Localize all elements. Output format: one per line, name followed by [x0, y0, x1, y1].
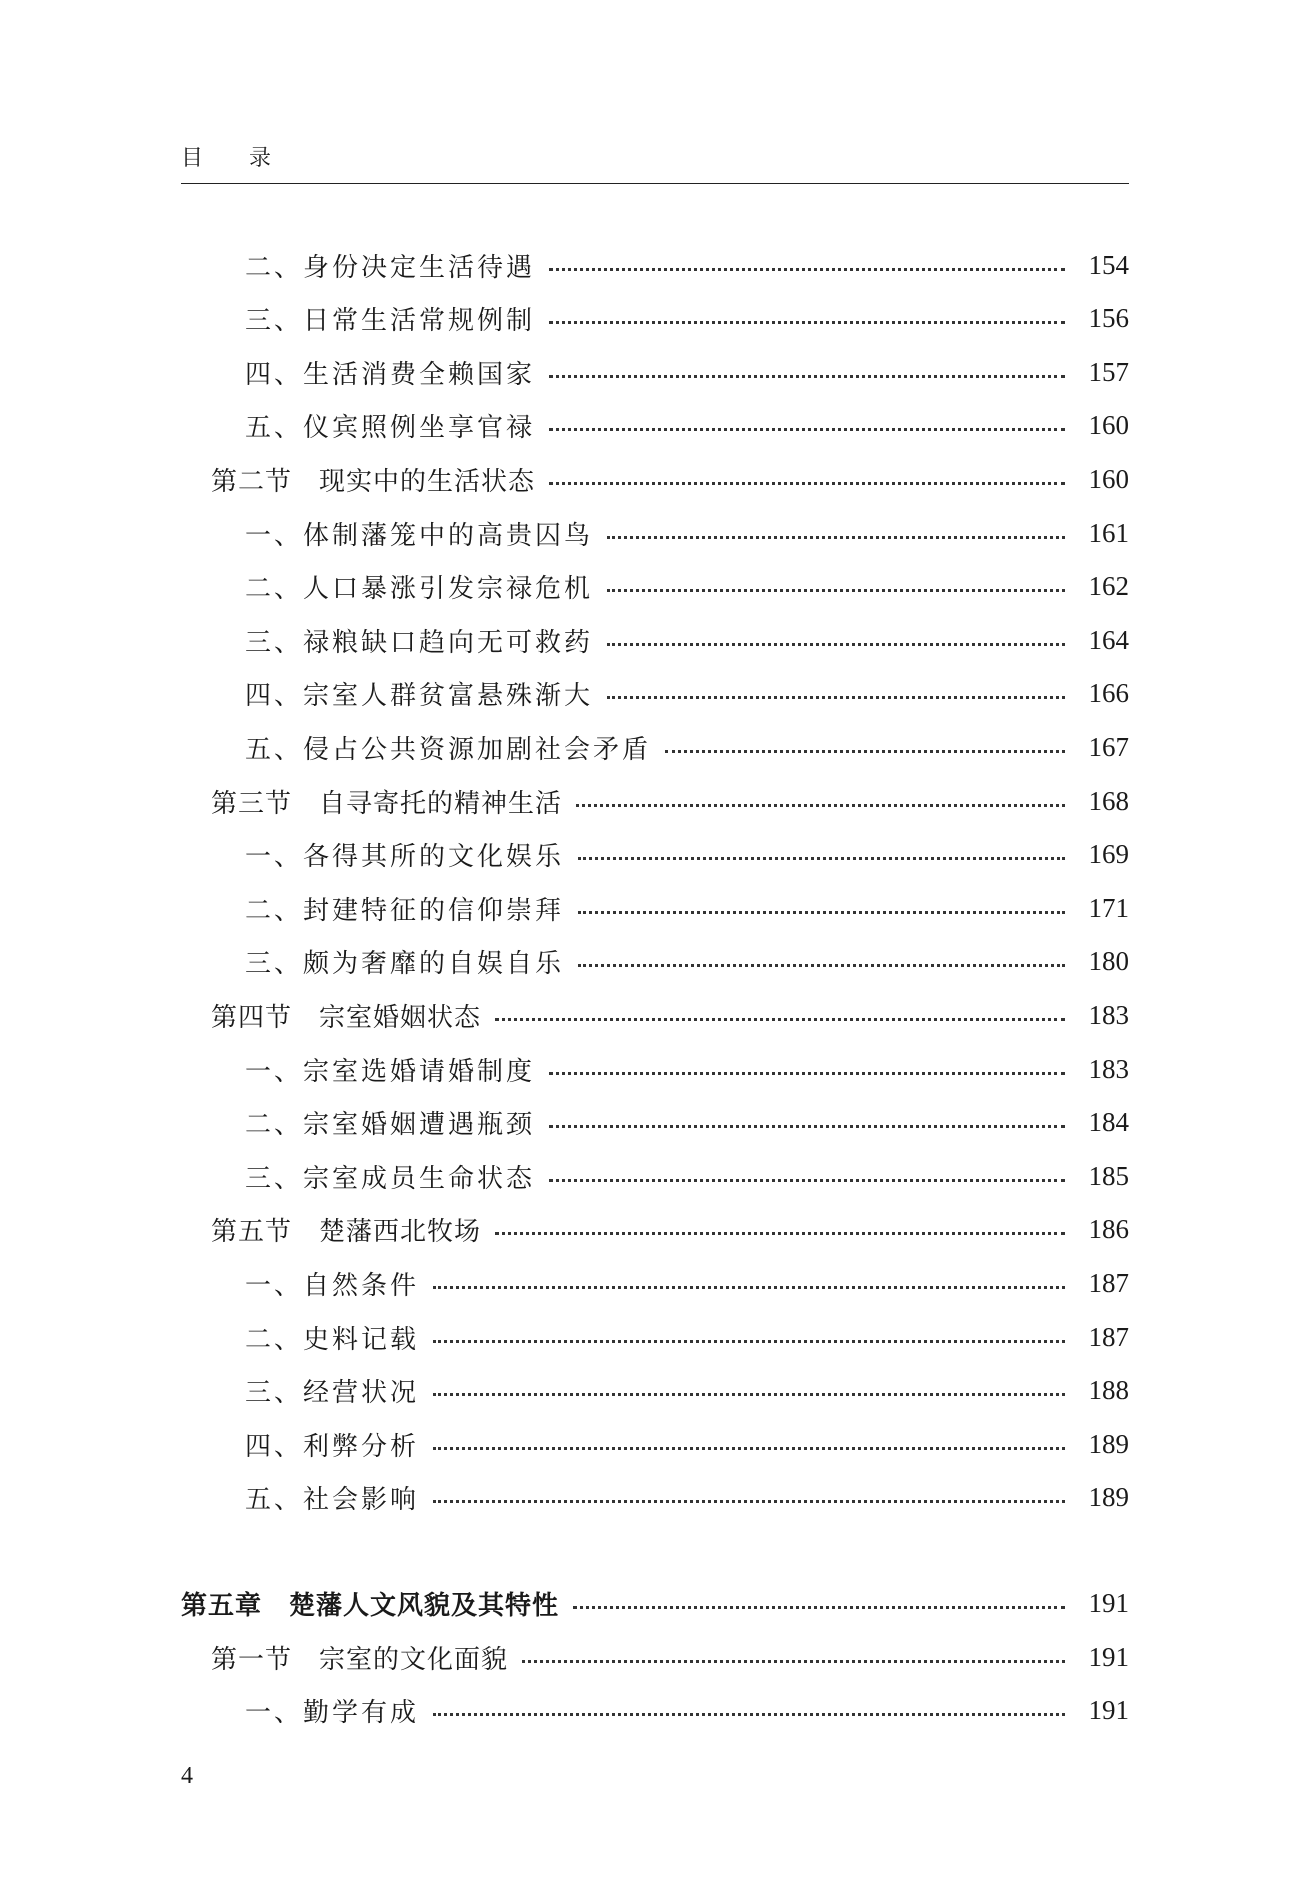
toc-subsection-entry[interactable] — [0, 727, 1307, 767]
toc-entry-page: 187 — [1088, 1321, 1129, 1352]
dot-leader — [607, 536, 1065, 539]
toc-entry-row — [211, 1211, 1129, 1248]
dot-leader — [573, 1606, 1065, 1609]
toc-entry-row — [245, 1372, 1129, 1409]
dot-leader — [607, 643, 1065, 646]
toc-entry-page: 191 — [1088, 1695, 1129, 1726]
toc-entry-page: 187 — [1088, 1267, 1129, 1298]
dot-leader — [495, 1232, 1065, 1235]
toc-entry-row — [245, 1479, 1129, 1516]
toc-subsection-entry[interactable] — [0, 567, 1307, 607]
toc-section-entry[interactable] — [0, 1637, 1307, 1677]
toc-subsection-entry[interactable] — [0, 406, 1307, 446]
dot-leader — [495, 1018, 1065, 1021]
toc-entry-page: 188 — [1088, 1375, 1129, 1406]
toc-entry-row — [211, 783, 1129, 820]
dot-leader — [665, 750, 1065, 753]
toc-entry-row — [245, 1104, 1129, 1141]
toc-subsection-entry[interactable] — [0, 1049, 1307, 1089]
toc-entry-page: 162 — [1088, 571, 1129, 602]
dot-leader — [549, 428, 1065, 431]
toc-entry-title: 第一节 宗室的文化面貌 — [211, 1644, 509, 1675]
toc-entry-page: 169 — [1088, 839, 1129, 870]
toc-entry-page: 180 — [1088, 946, 1129, 977]
toc-entry-title: 二、身份决定生活待遇 — [245, 252, 536, 283]
toc-entry-page: 166 — [1088, 678, 1129, 709]
toc-subsection-entry[interactable] — [0, 1371, 1307, 1411]
toc-subsection-entry[interactable] — [0, 245, 1307, 285]
toc-entry-page: 183 — [1088, 1053, 1129, 1084]
toc-entry-row — [245, 407, 1129, 444]
toc-entry-title: 三、经营状况 — [245, 1378, 420, 1409]
toc-entry-page: 189 — [1088, 1482, 1129, 1513]
toc-entry-page: 191 — [1088, 1587, 1129, 1618]
toc-entry-title: 二、宗室婚姻遭遇瓶颈 — [245, 1110, 536, 1141]
toc-entry-title: 四、生活消费全赖国家 — [245, 359, 536, 390]
toc-entry-page: 160 — [1088, 463, 1129, 494]
toc-entry-title: 二、封建特征的信仰崇拜 — [245, 895, 565, 926]
toc-subsection-entry[interactable] — [0, 1103, 1307, 1143]
toc-entry-page: 167 — [1088, 731, 1129, 762]
dot-leader — [433, 1713, 1065, 1716]
toc-entry-title: 三、日常生活常规例制 — [245, 306, 536, 337]
toc-entry-row — [245, 1158, 1129, 1195]
toc-entry-title: 二、人口暴涨引发宗禄危机 — [245, 574, 594, 605]
toc-entry-title: 四、宗室人群贫富悬殊渐大 — [245, 681, 594, 712]
header-title-char-1: 目 — [181, 146, 206, 171]
toc-entry-title: 一、勤学有成 — [245, 1698, 420, 1729]
toc-entry-row — [245, 1319, 1129, 1356]
toc-entry-page: 157 — [1088, 356, 1129, 387]
toc-entry-title: 五、仪宾照例坐享官禄 — [245, 413, 536, 444]
toc-entry-title: 第五节 楚藩西北牧场 — [211, 1217, 482, 1248]
running-header — [181, 141, 273, 172]
toc-entry-row — [245, 1692, 1129, 1729]
toc-entry-row — [211, 997, 1129, 1034]
toc-entry-page: 184 — [1088, 1107, 1129, 1138]
toc-subsection-entry[interactable] — [0, 620, 1307, 660]
toc-entry-page: 183 — [1088, 999, 1129, 1030]
toc-entry-page: 191 — [1088, 1641, 1129, 1672]
toc-entry-title: 五、侵占公共资源加剧社会矛盾 — [245, 734, 652, 765]
toc-entry-row — [211, 461, 1129, 498]
dot-leader — [578, 964, 1065, 967]
toc-entry-row — [245, 622, 1129, 659]
toc-entry-title: 二、史料记载 — [245, 1324, 420, 1355]
toc-subsection-entry[interactable] — [0, 1317, 1307, 1357]
dot-leader — [522, 1660, 1065, 1663]
toc-section-entry[interactable] — [0, 781, 1307, 821]
page-number: 4 — [181, 1763, 193, 1789]
dot-leader — [549, 321, 1065, 324]
dot-leader — [549, 268, 1065, 271]
toc-entry-row — [181, 1585, 1129, 1622]
toc-section-entry[interactable] — [0, 459, 1307, 499]
toc-entry-title: 三、颇为奢靡的自娱自乐 — [245, 949, 565, 980]
dot-leader — [578, 911, 1065, 914]
toc-entry-row — [245, 515, 1129, 552]
toc-subsection-entry[interactable] — [0, 888, 1307, 928]
toc-entry-page: 156 — [1088, 303, 1129, 334]
toc-subsection-entry[interactable] — [0, 835, 1307, 875]
toc-entry-row — [245, 836, 1129, 873]
header-title-char-2: 录 — [249, 146, 274, 171]
toc-entry-row — [245, 354, 1129, 391]
toc-section-entry[interactable] — [0, 995, 1307, 1035]
toc-chapter-entry[interactable] — [0, 1583, 1307, 1623]
dot-leader — [433, 1500, 1065, 1503]
toc-entry-page: 186 — [1088, 1214, 1129, 1245]
toc-subsection-entry[interactable] — [0, 1691, 1307, 1731]
toc-entry-row — [245, 675, 1129, 712]
toc-entry-page: 171 — [1088, 892, 1129, 923]
toc-entry-page: 160 — [1088, 410, 1129, 441]
dot-leader — [576, 804, 1065, 807]
dot-leader — [607, 589, 1065, 592]
toc-entry-title: 第四节 宗室婚姻状态 — [211, 1002, 482, 1033]
toc-subsection-entry[interactable] — [0, 1156, 1307, 1196]
toc-subsection-entry[interactable] — [0, 1424, 1307, 1464]
dot-leader — [433, 1340, 1065, 1343]
dot-leader — [549, 1072, 1065, 1075]
dot-leader — [549, 1179, 1065, 1182]
toc-entry-row — [245, 1265, 1129, 1302]
toc-entry-row — [245, 247, 1129, 284]
toc-entry-title: 第二节 现实中的生活状态 — [211, 466, 536, 497]
toc-entry-row — [211, 1639, 1129, 1676]
toc-entry-page: 168 — [1088, 785, 1129, 816]
toc-entry-title: 三、禄粮缺口趋向无可救药 — [245, 627, 594, 658]
toc-entry-title: 三、宗室成员生命状态 — [245, 1163, 536, 1194]
toc-entry-title: 四、利弊分析 — [245, 1431, 420, 1462]
toc-subsection-entry[interactable] — [0, 1263, 1307, 1303]
dot-leader — [607, 696, 1065, 699]
toc-subsection-entry[interactable] — [0, 674, 1307, 714]
dot-leader — [549, 482, 1065, 485]
toc-entry-row — [245, 890, 1129, 927]
toc-entry-title: 一、各得其所的文化娱乐 — [245, 842, 565, 873]
toc-entry-page: 161 — [1088, 517, 1129, 548]
dot-leader — [549, 1125, 1065, 1128]
toc-subsection-entry[interactable] — [0, 1478, 1307, 1518]
toc-entry-row — [245, 1051, 1129, 1088]
toc-subsection-entry[interactable] — [0, 513, 1307, 553]
dot-leader — [433, 1393, 1065, 1396]
dot-leader — [433, 1286, 1065, 1289]
toc-subsection-entry[interactable] — [0, 352, 1307, 392]
toc-entry-page: 164 — [1088, 624, 1129, 655]
dot-leader — [433, 1447, 1065, 1450]
toc-entry-page: 154 — [1088, 249, 1129, 280]
toc-entry-title: 一、宗室选婚请婚制度 — [245, 1056, 536, 1087]
toc-subsection-entry[interactable] — [0, 942, 1307, 982]
toc-entry-title: 五、社会影响 — [245, 1485, 420, 1516]
toc-entry-row — [245, 300, 1129, 337]
toc-entry-page: 189 — [1088, 1428, 1129, 1459]
toc-entry-title: 一、自然条件 — [245, 1270, 420, 1301]
toc-entry-title: 第五章 楚藩人文风貌及其特性 — [181, 1590, 560, 1621]
dot-leader — [578, 857, 1065, 860]
toc-entry-row — [245, 568, 1129, 605]
toc-entry-row — [245, 1426, 1129, 1463]
toc-entry-title: 第三节 自寻寄托的精神生活 — [211, 788, 563, 819]
toc-entry-page: 185 — [1088, 1160, 1129, 1191]
toc-entry-title: 一、体制藩笼中的高贵囚鸟 — [245, 520, 594, 551]
header-rule — [181, 183, 1129, 184]
toc-entry-row — [245, 943, 1129, 980]
toc-entry-row — [245, 729, 1129, 766]
toc-section-entry[interactable] — [0, 1210, 1307, 1250]
dot-leader — [549, 375, 1065, 378]
toc-subsection-entry[interactable] — [0, 299, 1307, 339]
